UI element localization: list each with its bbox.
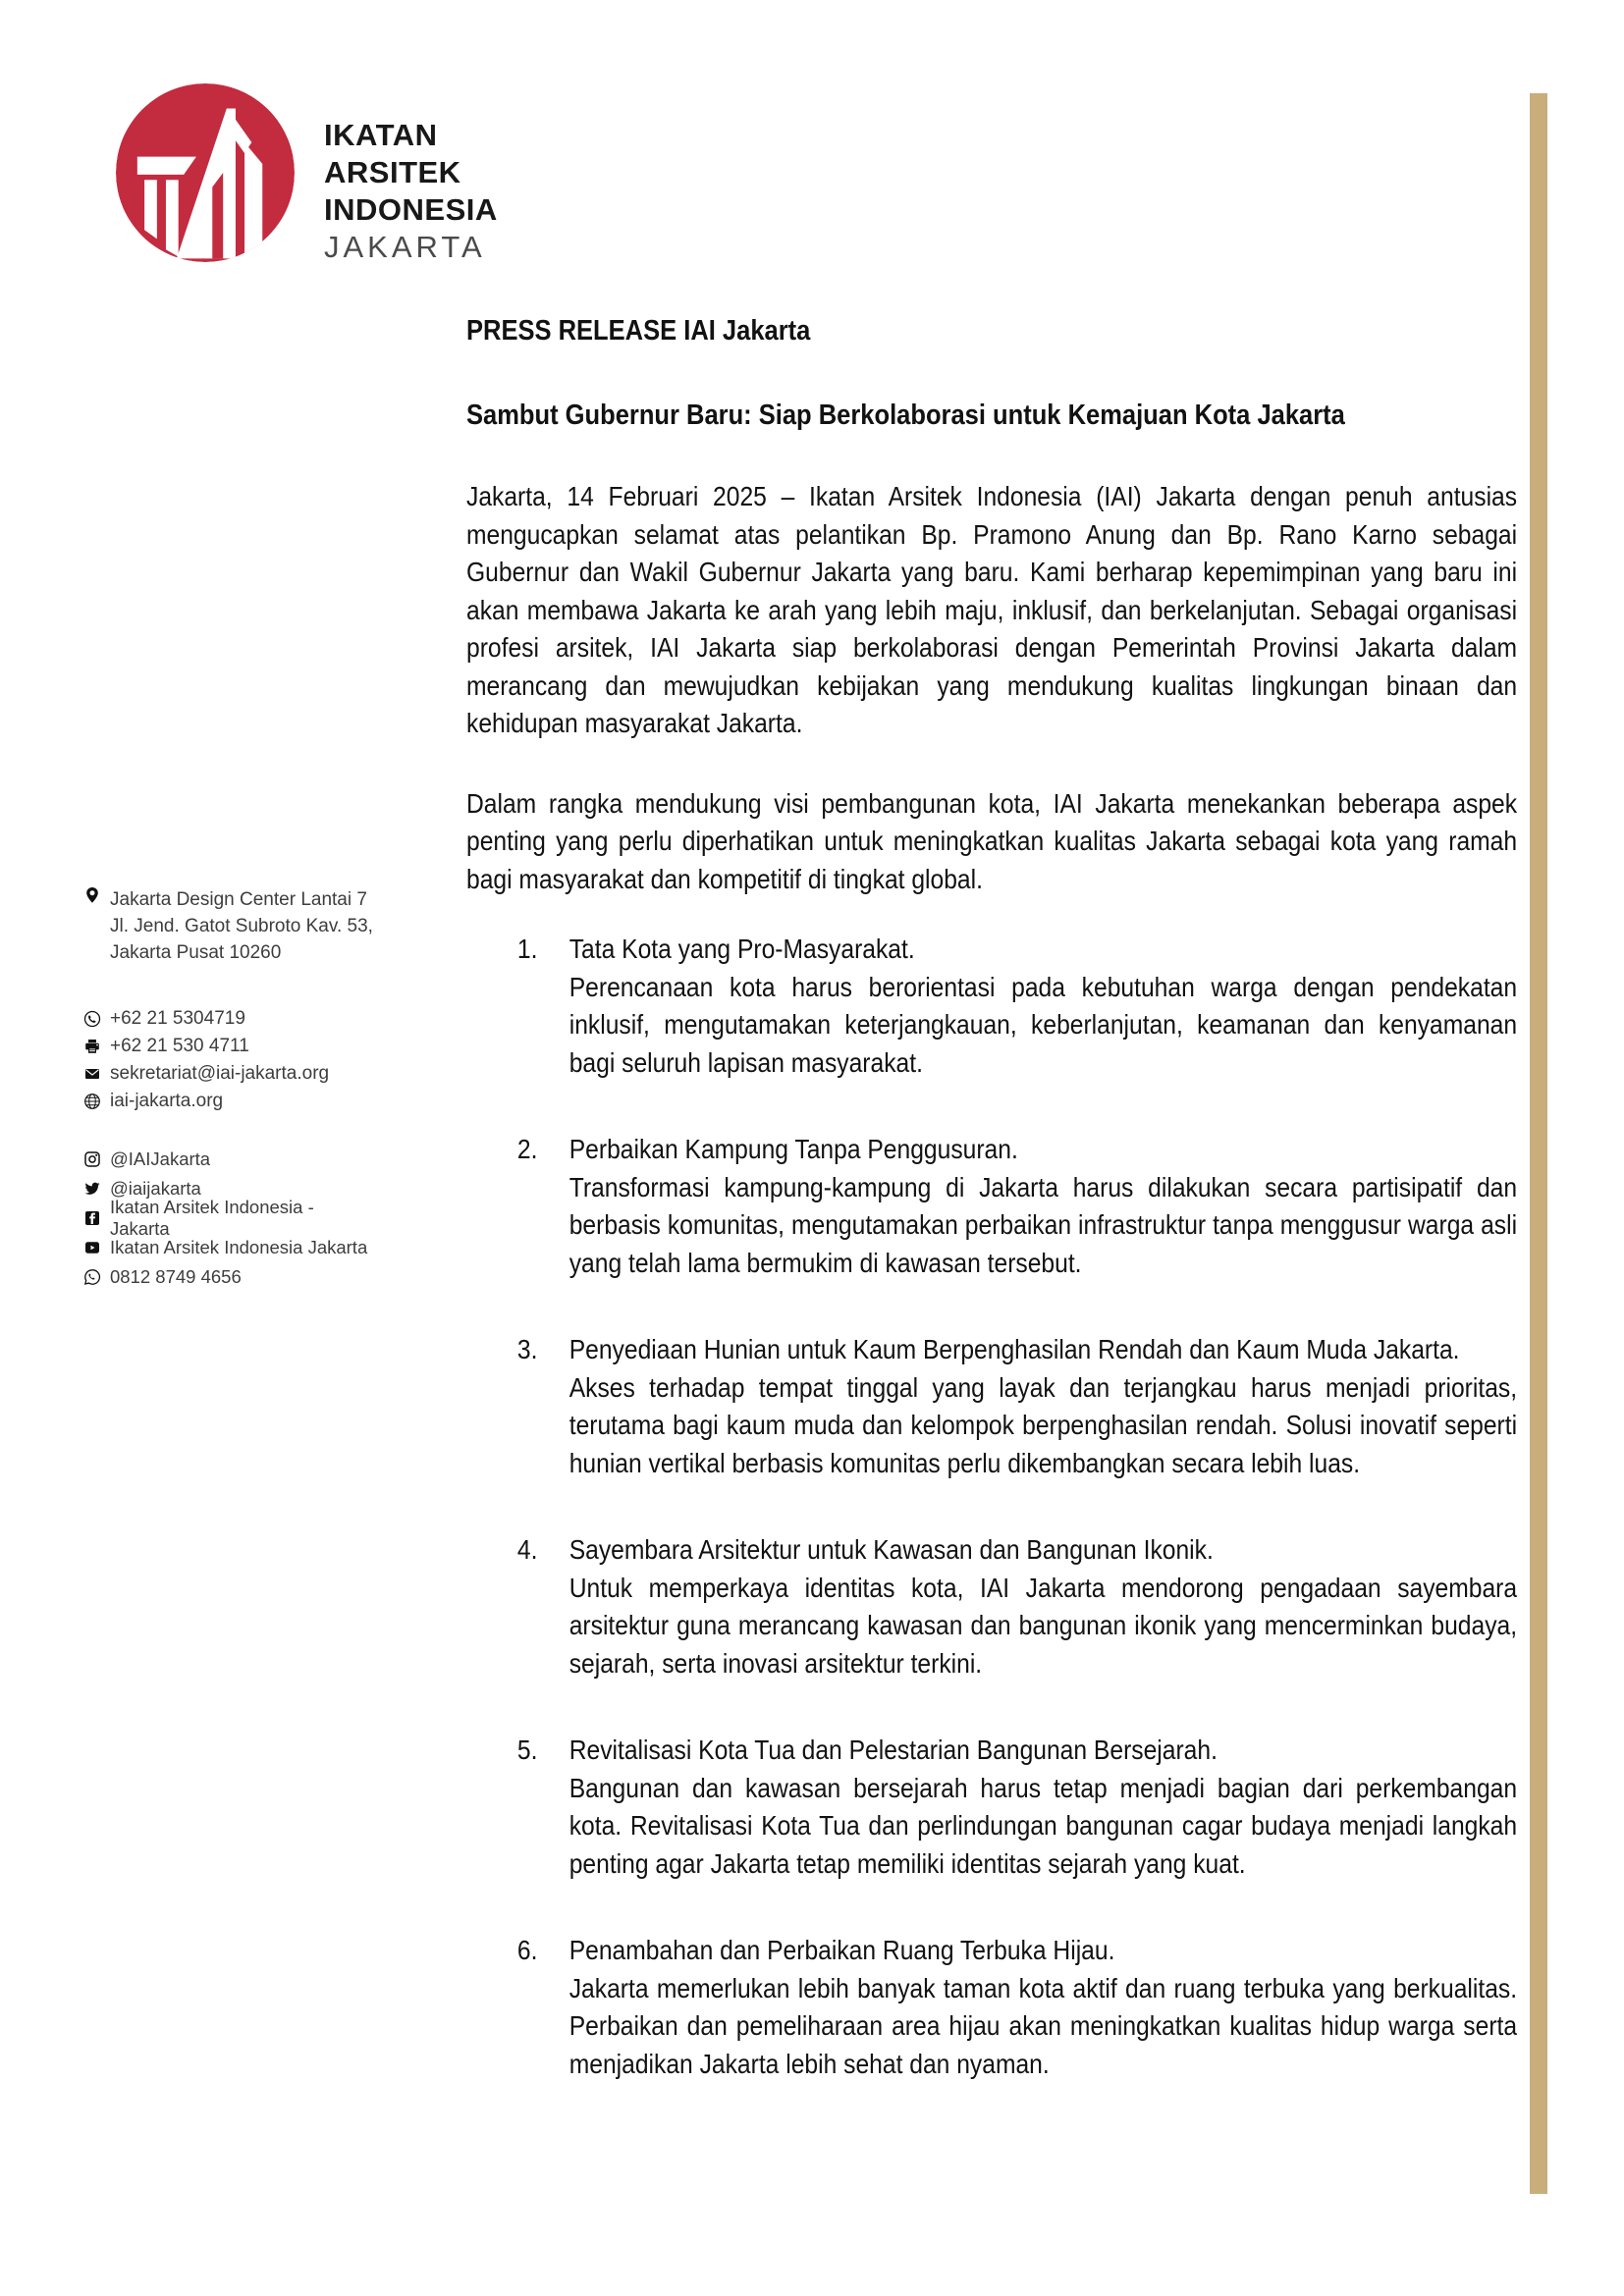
instagram-icon bbox=[83, 1150, 101, 1168]
contact-website bbox=[83, 1088, 378, 1115]
instagram-handle: @IAIJakarta bbox=[110, 1148, 211, 1169]
key-points-list bbox=[466, 931, 1517, 2083]
email-icon bbox=[83, 1065, 101, 1083]
list-item-number: 6. bbox=[516, 1935, 538, 1965]
list-item-title: Penambahan dan Perbaikan Ruang Terbuka Hijau. bbox=[568, 1935, 1115, 1965]
whatsapp-icon bbox=[83, 1268, 101, 1286]
list-item-title: Tata Kota yang Pro-Masyarakat. bbox=[568, 934, 915, 964]
list-item-title: Penyediaan Hunian untuk Kaum Berpenghasilan Rendah dan Kaum Muda Jakarta. bbox=[568, 1334, 1460, 1364]
twitter-handle: @iaijakarta bbox=[110, 1178, 201, 1199]
address-lines bbox=[110, 886, 373, 966]
contact-phone bbox=[83, 1005, 378, 1033]
website-url: iai-jakarta.org bbox=[110, 1091, 224, 1111]
list-item bbox=[466, 1131, 1517, 1282]
list-item-text: Transformasi kampung-kampung di Jakarta harus dilakukan secara partisipatif dan berbasis komunitas, mengutamakan perbaikan infrastruktur tanpa menggusur warga asli yang telah lama bermukim di kawasan tersebut. bbox=[568, 1171, 1518, 1278]
fax-number: +62 21 530 4711 bbox=[110, 1036, 249, 1056]
list-item-title: Perbaikan Kampung Tanpa Penggusuran. bbox=[568, 1134, 1018, 1164]
org-name-line2: ARSITEK bbox=[324, 155, 461, 189]
contact-list bbox=[83, 1005, 378, 1115]
social-facebook bbox=[83, 1197, 378, 1239]
email-address: sekretariat@iai-jakarta.org bbox=[110, 1063, 330, 1084]
list-item-text: Perencanaan kota harus berorientasi pada kebutuhan warga dengan pendekatan inklusif, mengutamakan keterjangkauan, keberlanjutan, keamanan dan kenyamanan bagi seluruh lapisan masyarakat. bbox=[568, 971, 1518, 1078]
list-item-number: 1. bbox=[516, 934, 538, 964]
address-line: Jl. Jend. Gatot Subroto Kav. 53, bbox=[110, 916, 373, 936]
facebook-icon bbox=[83, 1209, 101, 1227]
list-item-text: Jakarta memerlukan lebih banyak taman kota aktif dan ruang terbuka yang berkualitas. Perbaikan dan pemeliharaan area hijau akan meningkatkan kualitas hidup warga serta menjadikan Jakarta lebih sehat dan nyaman. bbox=[568, 1972, 1518, 2079]
phone-number: +62 21 5304719 bbox=[110, 1008, 245, 1029]
letter-body bbox=[466, 312, 1517, 2132]
list-item bbox=[466, 931, 1517, 1082]
youtube-icon bbox=[83, 1239, 101, 1256]
iai-logo-icon bbox=[116, 83, 295, 262]
page-title: PRESS RELEASE IAI Jakarta bbox=[466, 315, 811, 347]
org-name-line1: IKATAN bbox=[324, 118, 438, 152]
paragraph-intro: Jakarta, 14 Februari 2025 – Ikatan Arsitek Indonesia (IAI) Jakarta dengan penuh antusias mengucapkan selamat atas pelantikan Bp. Pramono Anung dan Bp. Rano Karno sebagai Gubernur dan Wakil Gubernur Jakarta yang baru. Kami berharap kepemimpinan yang baru ini akan membawa Jakarta ke arah yang lebih maju, inklusif, dan berkelanjutan. Sebagai organisasi profesi arsitek, IAI Jakarta siap berkolaborasi dengan Pemerintah Provinsi Jakarta dalam merancang dan mewujudkan kebijakan yang mendukung kualitas lingkungan binaan dan kehidupan masyarakat Jakarta. bbox=[466, 481, 1518, 738]
address-line: Jakarta Pusat 10260 bbox=[110, 942, 282, 963]
list-item-number: 2. bbox=[516, 1134, 538, 1164]
list-item-title: Revitalisasi Kota Tua dan Pelestarian Bangunan Bersejarah. bbox=[568, 1735, 1218, 1765]
social-whatsapp bbox=[83, 1262, 378, 1292]
list-item-number: 4. bbox=[516, 1534, 538, 1565]
list-item bbox=[466, 1732, 1517, 1883]
list-item-text: Untuk memperkaya identitas kota, IAI Jakarta mendorong pengadaan sayembara arsitektur guna merancang kawasan dan bangunan ikonik yang mencerminkan budaya, sejarah, serta inovasi arsitektur terkini. bbox=[568, 1572, 1518, 1679]
accent-bar bbox=[1530, 93, 1547, 2194]
social-instagram bbox=[83, 1145, 378, 1174]
list-item-number: 5. bbox=[516, 1735, 538, 1765]
list-item bbox=[466, 1932, 1517, 2083]
contact-email bbox=[83, 1060, 378, 1088]
list-item bbox=[466, 1531, 1517, 1682]
address-block bbox=[83, 886, 378, 966]
whatsapp-number: 0812 8749 4656 bbox=[110, 1266, 242, 1287]
social-youtube bbox=[83, 1233, 378, 1262]
org-name bbox=[324, 117, 498, 266]
phone-icon bbox=[83, 1010, 101, 1028]
paragraph-lead: Dalam rangka mendukung visi pembangunan kota, IAI Jakarta menekankan beberapa aspek penting yang perlu diperhatikan untuk meningkatkan kualitas Jakarta sebagai kota yang ramah bagi masyarakat dan kompetitif di tingkat global. bbox=[466, 787, 1518, 894]
list-item-title: Sayembara Arsitektur untuk Kawasan dan Bangunan Ikonik. bbox=[568, 1534, 1214, 1565]
twitter-icon bbox=[83, 1180, 101, 1198]
list-item-number: 3. bbox=[516, 1334, 538, 1364]
list-item bbox=[466, 1331, 1517, 1482]
list-item-text: Bangunan dan kawasan bersejarah harus tetap menjadi bagian dari perkembangan kota. Revitalisasi Kota Tua dan perlindungan bangunan cagar budaya menjadi langkah penting agar Jakarta tetap memiliki identitas sejarah yang kuat. bbox=[568, 1772, 1518, 1879]
youtube-channel: Ikatan Arsitek Indonesia Jakarta bbox=[110, 1237, 368, 1257]
location-pin-icon bbox=[83, 886, 101, 904]
contact-fax bbox=[83, 1033, 378, 1060]
social-list bbox=[83, 1145, 378, 1292]
press-release-subtitle: Sambut Gubernur Baru: Siap Berkolaborasi untuk Kemajuan Kota Jakarta bbox=[466, 399, 1345, 431]
globe-icon bbox=[83, 1093, 101, 1110]
org-name-line3: INDONESIA bbox=[324, 192, 498, 227]
fax-icon bbox=[83, 1038, 101, 1055]
facebook-page: Ikatan Arsitek Indonesia - Jakarta bbox=[110, 1197, 314, 1239]
contact-sidebar bbox=[83, 886, 378, 1292]
org-region: JAKARTA bbox=[324, 230, 486, 264]
list-item-text: Akses terhadap tempat tinggal yang layak dan terjangkau harus menjadi prioritas, terutama bagi kaum muda dan kelompok berpenghasilan rendah. Solusi inovatif seperti hunian vertikal berbasis komunitas perlu dikembangkan secara lebih luas. bbox=[568, 1371, 1518, 1478]
address-line: Jakarta Design Center Lantai 7 bbox=[110, 889, 367, 910]
